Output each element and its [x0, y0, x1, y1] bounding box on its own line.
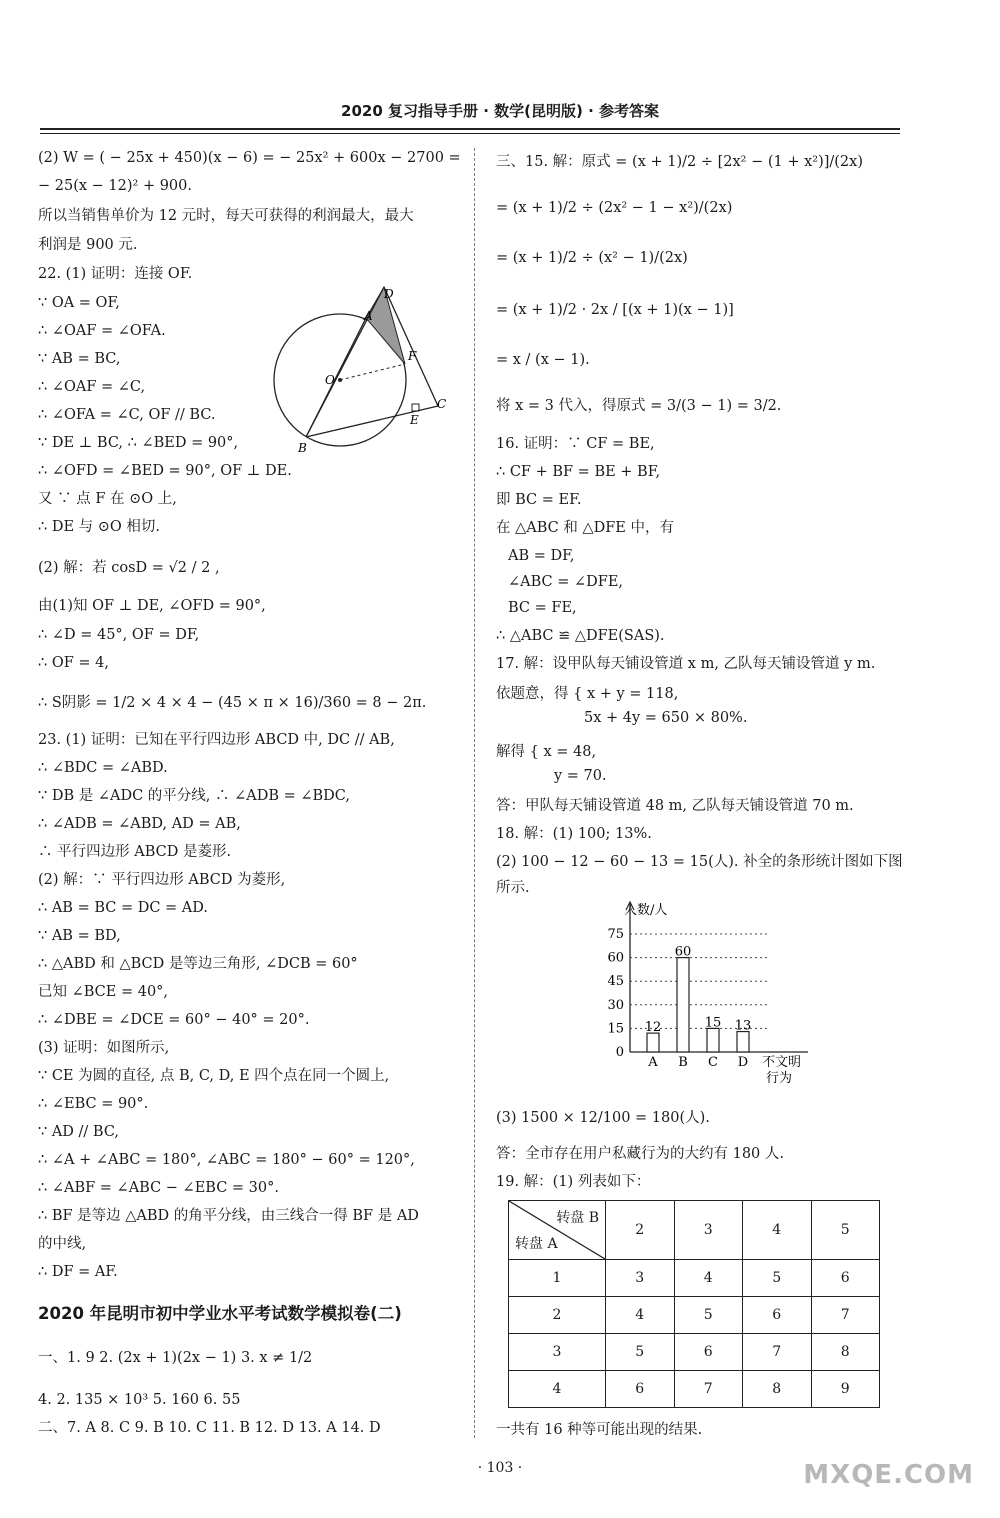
text-line: AB = DF, — [508, 548, 575, 564]
table-row — [509, 1334, 880, 1371]
text-line: ∴ ∠ADB = ∠ABD, AD = AB, — [38, 816, 241, 832]
text-line: ∴ △ABC ≌ △DFE(SAS). — [496, 628, 665, 644]
outcome-table — [508, 1200, 880, 1408]
label-B: B — [298, 441, 307, 455]
y-tick-label: 30 — [607, 997, 624, 1013]
y-tick-label: 15 — [607, 1021, 624, 1037]
text-line: (2) 解：∵ 平行四边形 ABCD 为菱形, — [38, 872, 286, 888]
bar — [737, 1032, 749, 1052]
text-line: ∵ DB 是 ∠ADC 的平分线, ∴ ∠ADB = ∠BDC, — [38, 788, 350, 804]
table-cell: 5 — [674, 1297, 743, 1334]
text-line: 的中线, — [38, 1236, 87, 1252]
text-line: ∴ △ABD 和 △BCD 是等边三角形, ∠DCB = 60° — [38, 956, 358, 972]
text-line: ∴ ∠D = 45°, OF = DF, — [38, 627, 200, 643]
text-line: 二、7. A 8. C 9. B 10. C 11. B 12. D 13. A 14. D — [38, 1420, 381, 1436]
text-line: 在 △ABC 和 △DFE 中，有 — [496, 520, 674, 536]
text-line: 依题意，得 { x + y = 118, — [496, 686, 679, 702]
text-line: ∴ DF = AF. — [38, 1264, 118, 1280]
text-line: ∴ BF 是等边 △ABD 的角平分线，由三线合一得 BF 是 AD — [38, 1208, 419, 1224]
text-line: 由(1)知 OF ⊥ DE, ∠OFD = 90°, — [38, 598, 266, 614]
table-cell: 3 — [606, 1260, 675, 1297]
bar-value-label: 13 — [734, 1018, 752, 1034]
text-line: ∵ AD // BC, — [38, 1124, 120, 1140]
bar-chart — [600, 898, 820, 1088]
label-D: D — [384, 287, 394, 301]
text-line: 将 x = 3 代入，得原式 = 3/(3 − 1) = 3/2. — [496, 398, 782, 414]
bar-value-label: 15 — [704, 1015, 722, 1031]
corner-top-label: 转盘 B — [556, 1210, 599, 1226]
table-header-cell: 2 — [606, 1201, 675, 1260]
header-rule-thin — [40, 133, 900, 134]
text-line: ∵ OA = OF, — [38, 295, 120, 311]
bar — [647, 1033, 659, 1052]
circle-tangent-figure — [262, 282, 462, 462]
table-cell: 4 — [606, 1297, 675, 1334]
table-row — [509, 1297, 880, 1334]
bar-value-label: 12 — [644, 1020, 662, 1036]
table-row — [509, 1371, 880, 1408]
text-line: ∴ ∠ABF = ∠ABC − ∠EBC = 30°. — [38, 1180, 279, 1196]
text-line: ∵ DE ⊥ BC, ∴ ∠BED = 90°, — [38, 435, 239, 451]
label-C: C — [437, 397, 447, 411]
text-line: ∵ CE 为圆的直径, 点 B, C, D, E 四个点在同一个圆上, — [38, 1068, 390, 1084]
table-cell: 6 — [674, 1334, 743, 1371]
text-line: = (x + 1)/2 ÷ (x² − 1)/(2x) — [496, 250, 688, 266]
text-line: 22. (1) 证明：连接 OF. — [38, 266, 193, 282]
x-tick-label: D — [737, 1055, 749, 1070]
text-line: (3) 证明：如图所示, — [38, 1040, 170, 1056]
column-divider — [474, 148, 475, 1438]
row-label: 1 — [509, 1260, 606, 1297]
table-cell: 6 — [743, 1297, 812, 1334]
table-header-cell: 3 — [674, 1201, 743, 1260]
text-line: 一共有 16 种等可能出现的结果. — [496, 1422, 703, 1438]
text-line: 答：全市存在用户私藏行为的大约有 180 人. — [496, 1146, 785, 1162]
text-line: ∴ ∠BDC = ∠ABD. — [38, 760, 168, 776]
x-tick-label: C — [708, 1055, 718, 1070]
text-line: ∴ ∠OFD = ∠BED = 90°, OF ⊥ DE. — [38, 463, 292, 479]
table-corner — [509, 1201, 606, 1260]
text-line: 18. 解：(1) 100; 13%. — [496, 826, 652, 842]
text-line: ∵ AB = BD, — [38, 928, 121, 944]
text-line: ∴ DE 与 ⊙O 相切. — [38, 519, 161, 535]
table-row — [509, 1201, 880, 1260]
table-cell: 7 — [811, 1297, 880, 1334]
text-line: ∴ S阴影 = 1/2 × 4 × 4 − (45 × π × 16)/360 = 8 − 2π. — [38, 695, 427, 711]
text-line: ∴ AB = BC = DC = AD. — [38, 900, 208, 916]
text-line: ∴ ∠OFA = ∠C, OF // BC. — [38, 407, 216, 423]
bar-value-label: 60 — [674, 944, 692, 960]
table-cell: 9 — [811, 1371, 880, 1408]
corner-bottom-label: 转盘 A — [515, 1236, 558, 1252]
text-line: (2) W = ( − 25x + 450)(x − 6) = − 25x² + 600x − 2700 = — [38, 150, 461, 166]
text-line: BC = FE, — [508, 600, 577, 616]
text-line: (3) 1500 × 12/100 = 180(人). — [496, 1110, 710, 1126]
text-line: ∴ ∠EBC = 90°. — [38, 1096, 149, 1112]
text-line: 4. 2. 135 × 10³ 5. 160 6. 55 — [38, 1392, 241, 1408]
text-line: (2) 100 − 12 − 60 − 13 = 15(人). 补全的条形统计图如下图 — [496, 854, 903, 870]
row-label: 3 — [509, 1334, 606, 1371]
text-line: 一、1. 9 2. (2x + 1)(2x − 1) 3. x ≠ 1/2 — [38, 1350, 313, 1366]
chart-xlabel: 不文明行为 — [762, 1055, 802, 1086]
table-cell: 4 — [674, 1260, 743, 1297]
x-tick-label: B — [678, 1055, 688, 1070]
text-line: ∠ABC = ∠DFE, — [508, 574, 624, 590]
x-tick-label: A — [648, 1055, 658, 1070]
label-O: O — [325, 373, 335, 387]
table-cell: 5 — [606, 1334, 675, 1371]
watermark-logo: MXQE.COM — [803, 1460, 974, 1490]
text-line: 利润是 900 元. — [38, 237, 138, 253]
text-line: = (x + 1)/2 ÷ (2x² − 1 − x²)/(2x) — [496, 200, 733, 216]
y-tick-label: 45 — [607, 974, 624, 990]
text-line: 17. 解：设甲队每天铺设管道 x m, 乙队每天铺设管道 y m. — [496, 656, 876, 672]
table-cell: 7 — [743, 1334, 812, 1371]
page-number: · 103 · — [477, 1460, 523, 1476]
text-line: 所示. — [496, 880, 530, 896]
label-E: E — [410, 413, 419, 427]
table-cell: 8 — [811, 1334, 880, 1371]
text-line: ∴ ∠A + ∠ABC = 180°, ∠ABC = 180° − 60° = 120°, — [38, 1152, 415, 1168]
text-line: = (x + 1)/2 · 2x / [(x + 1)(x − 1)] — [496, 302, 734, 318]
section-title: 2020 年昆明市初中学业水平考试数学模拟卷(二) — [38, 1304, 402, 1323]
text-line: ∴ ∠OAF = ∠C, — [38, 379, 146, 395]
bar — [677, 958, 689, 1052]
text-line: 5x + 4y = 650 × 80%. — [584, 710, 748, 726]
table-cell: 6 — [811, 1260, 880, 1297]
table-header-cell: 5 — [811, 1201, 880, 1260]
text-line: 解得 { x = 48, — [496, 744, 597, 760]
text-line: 23. (1) 证明：已知在平行四边形 ABCD 中, DC // AB, — [38, 732, 395, 748]
table-row — [509, 1260, 880, 1297]
table-cell: 7 — [674, 1371, 743, 1408]
text-line: y = 70. — [554, 768, 607, 784]
row-label: 4 — [509, 1371, 606, 1408]
table-header-cell: 4 — [743, 1201, 812, 1260]
header-rule — [40, 128, 900, 130]
text-line: 19. 解：(1) 列表如下： — [496, 1174, 651, 1190]
text-line: (2) 解：若 cosD = √2 / 2 , — [38, 560, 220, 576]
text-line: ∴ OF = 4, — [38, 655, 109, 671]
table-cell: 6 — [606, 1371, 675, 1408]
text-line: ∴ 平行四边形 ABCD 是菱形. — [38, 844, 232, 860]
page-header: 2020 复习指导手册 · 数学(昆明版) · 参考答案 — [341, 102, 659, 120]
text-line: = x / (x − 1). — [496, 352, 590, 368]
text-line: 三、15. 解：原式 = (x + 1)/2 ÷ [2x² − (1 + x²)]/(2x) — [496, 154, 863, 170]
text-line: 即 BC = EF. — [496, 492, 582, 508]
text-line: ∴ ∠OAF = ∠OFA. — [38, 323, 166, 339]
table-cell: 5 — [743, 1260, 812, 1297]
text-line: 答：甲队每天铺设管道 48 m, 乙队每天铺设管道 70 m. — [496, 798, 854, 814]
label-A: A — [364, 309, 373, 323]
label-F: F — [408, 349, 417, 363]
bar — [707, 1028, 719, 1052]
text-line: 已知 ∠BCE = 40°, — [38, 984, 169, 1000]
table-cell: 8 — [743, 1371, 812, 1408]
chart-ylabel: 人数/人 — [624, 903, 668, 918]
text-line: 又 ∵ 点 F 在 ⊙O 上, — [38, 491, 177, 507]
y-tick-label: 75 — [607, 927, 624, 942]
row-label: 2 — [509, 1297, 606, 1334]
y-tick-label: 0 — [615, 1045, 624, 1060]
text-line: ∴ ∠DBE = ∠DCE = 60° − 40° = 20°. — [38, 1012, 310, 1028]
text-line: ∴ CF + BF = BE + BF, — [496, 464, 661, 480]
text-line: 16. 证明：∵ CF = BE, — [496, 436, 655, 452]
y-tick-label: 60 — [607, 950, 624, 966]
text-line: − 25(x − 12)² + 900. — [38, 178, 192, 194]
text-line: ∵ AB = BC, — [38, 351, 121, 367]
text-line: 所以当销售单价为 12 元时，每天可获得的利润最大，最大 — [38, 208, 414, 224]
